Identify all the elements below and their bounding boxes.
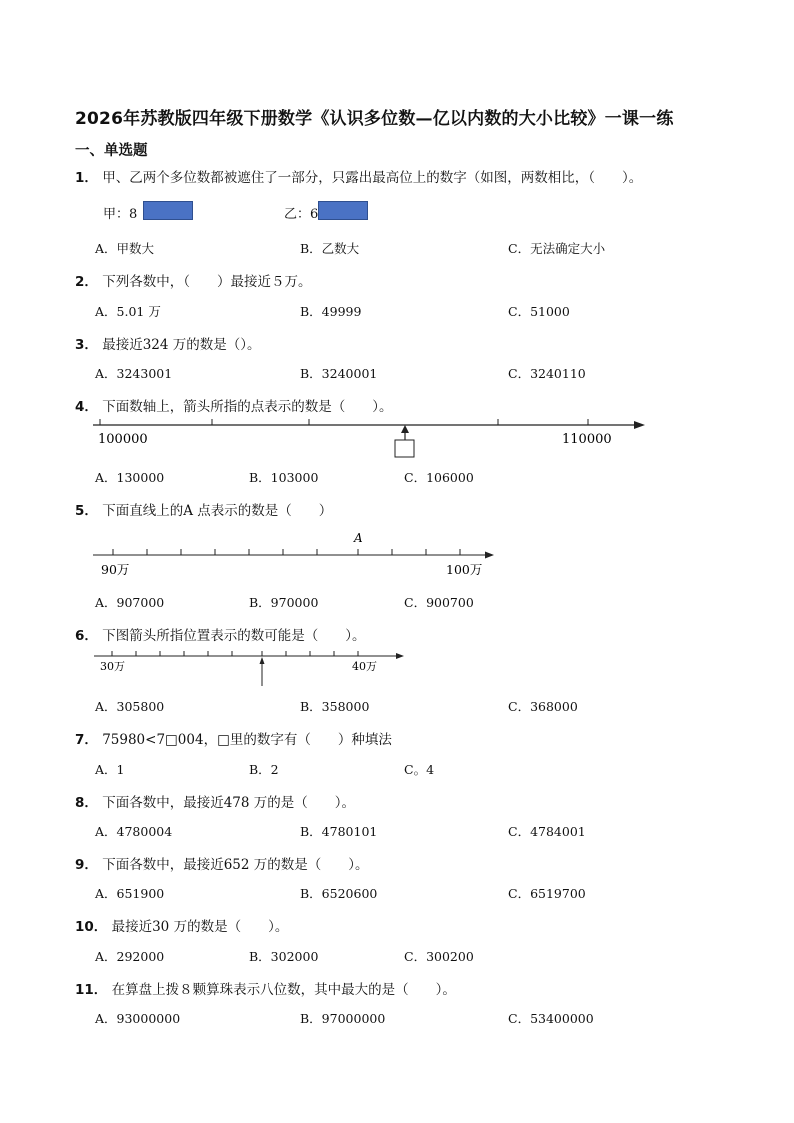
option-a[interactable]: A．1 [95,762,125,777]
option-b[interactable]: B．49999 [300,304,362,319]
option-c[interactable]: C．106000 [404,470,474,485]
question-7 [75,728,392,748]
question-2 [75,270,311,290]
pointer-arrowhead [260,657,265,664]
question-text: 下图箭头所指位置表示的数可能是（ ）。 [102,628,366,644]
question-3 [75,333,261,353]
question-text: 最接近324 万的数是（）。 [102,337,261,353]
pointer-arrowhead [401,425,409,433]
question-1 [75,166,642,186]
option-b[interactable]: B．302000 [249,949,319,964]
question-text: 75980<7□004，□里的数字有（ ）种填法 [102,732,392,748]
question-number: 3． [75,337,98,353]
question-11 [75,978,456,998]
option-b[interactable]: B．358000 [300,699,370,714]
axis-label-left: 90万 [101,562,130,577]
option-b[interactable]: B．2 [249,762,279,777]
option-c[interactable]: C．900700 [404,595,474,610]
option-c[interactable]: C。4 [404,762,435,777]
question-text: 在算盘上拨８颗算珠表示八位数，其中最大的是（ ）。 [111,982,456,998]
axis-label-right: 40万 [352,660,377,673]
question-text: 下面各数中，最接近652 万的数是（ ）。 [102,857,369,873]
question-5 [75,499,332,519]
question-text: 甲、乙两个多位数都被遮住了一部分，只露出最高位上的数字（如图，两数相比，（ ）。 [102,170,643,186]
section-heading: 一、单选题 [75,143,148,159]
option-c[interactable]: C．53400000 [508,1011,594,1026]
number-line-figure [90,648,408,690]
question-number: 2． [75,274,98,290]
option-b[interactable]: B．103000 [249,470,319,485]
question-9 [75,853,369,873]
answer-box [395,440,414,457]
option-a[interactable]: A．305800 [95,699,165,714]
axis-label-right: 100万 [446,562,483,577]
question-text: 下面各数中，最接近478 万的是（ ）。 [102,795,356,811]
figure-label-jia: 甲：8 [103,207,138,222]
question-number: 9． [75,857,98,873]
option-a[interactable]: A．130000 [95,470,165,485]
option-a[interactable]: A．292000 [95,949,165,964]
number-line-figure [88,414,648,460]
question-text: 下面数轴上，箭头所指的点表示的数是（ ）。 [102,399,393,415]
question-number: 6． [75,628,98,644]
question-number: 10． [75,919,108,935]
question-4 [75,395,392,415]
question-text: 最接近30 万的数是（ ）。 [111,919,289,935]
option-a[interactable]: A．5.01 万 [95,304,161,319]
option-a[interactable]: A．4780004 [95,824,173,839]
option-b[interactable]: B．乙数大 [300,241,360,256]
question-text: 下列各数中，（ ）最接近５万。 [102,274,312,290]
option-a[interactable]: A．651900 [95,886,165,901]
axis-label-right: 110000 [562,432,612,447]
question-number: 5． [75,503,98,519]
option-c[interactable]: C．3240110 [508,366,586,381]
option-c[interactable]: C．51000 [508,304,570,319]
question-number: 7． [75,732,98,748]
question-number: 8． [75,795,98,811]
tick-marks [112,651,358,656]
option-c[interactable]: C．无法确定大小 [508,241,606,256]
option-a[interactable]: A．甲数大 [95,241,155,256]
option-c[interactable]: C．368000 [508,699,578,714]
number-line-figure [90,528,500,580]
option-b[interactable]: B．970000 [249,595,319,610]
option-c[interactable]: C．300200 [404,949,474,964]
axis-label-left: 30万 [100,660,125,673]
option-c[interactable]: C．4784001 [508,824,586,839]
cover-box-jia [143,201,193,220]
option-c[interactable]: C．6519700 [508,886,586,901]
figure-label-yi: 乙：6 [284,207,319,222]
page-title: 2026年苏教版四年级下册数学《认识多位数—亿以内数的大小比较》一课一练 [75,109,674,129]
question-6 [75,624,365,644]
question-number: 1． [75,170,98,186]
option-a[interactable]: A．93000000 [95,1011,181,1026]
option-a[interactable]: A．3243001 [95,366,173,381]
option-b[interactable]: B．6520600 [300,886,378,901]
point-label-a: A [354,531,363,545]
tick-marks [113,549,460,555]
question-number: 4． [75,399,98,415]
question-10 [75,915,288,935]
question-text: 下面直线上的A 点表示的数是（ ） [102,503,333,519]
axis-arrowhead [485,552,494,559]
axis-arrowhead [634,421,645,429]
axis-arrowhead [396,653,404,659]
option-b[interactable]: B．4780101 [300,824,378,839]
option-a[interactable]: A．907000 [95,595,165,610]
cover-box-yi [318,201,368,220]
question-number: 11． [75,982,108,998]
question-8 [75,791,355,811]
option-b[interactable]: B．3240001 [300,366,378,381]
option-b[interactable]: B．97000000 [300,1011,386,1026]
axis-label-left: 100000 [98,432,148,447]
